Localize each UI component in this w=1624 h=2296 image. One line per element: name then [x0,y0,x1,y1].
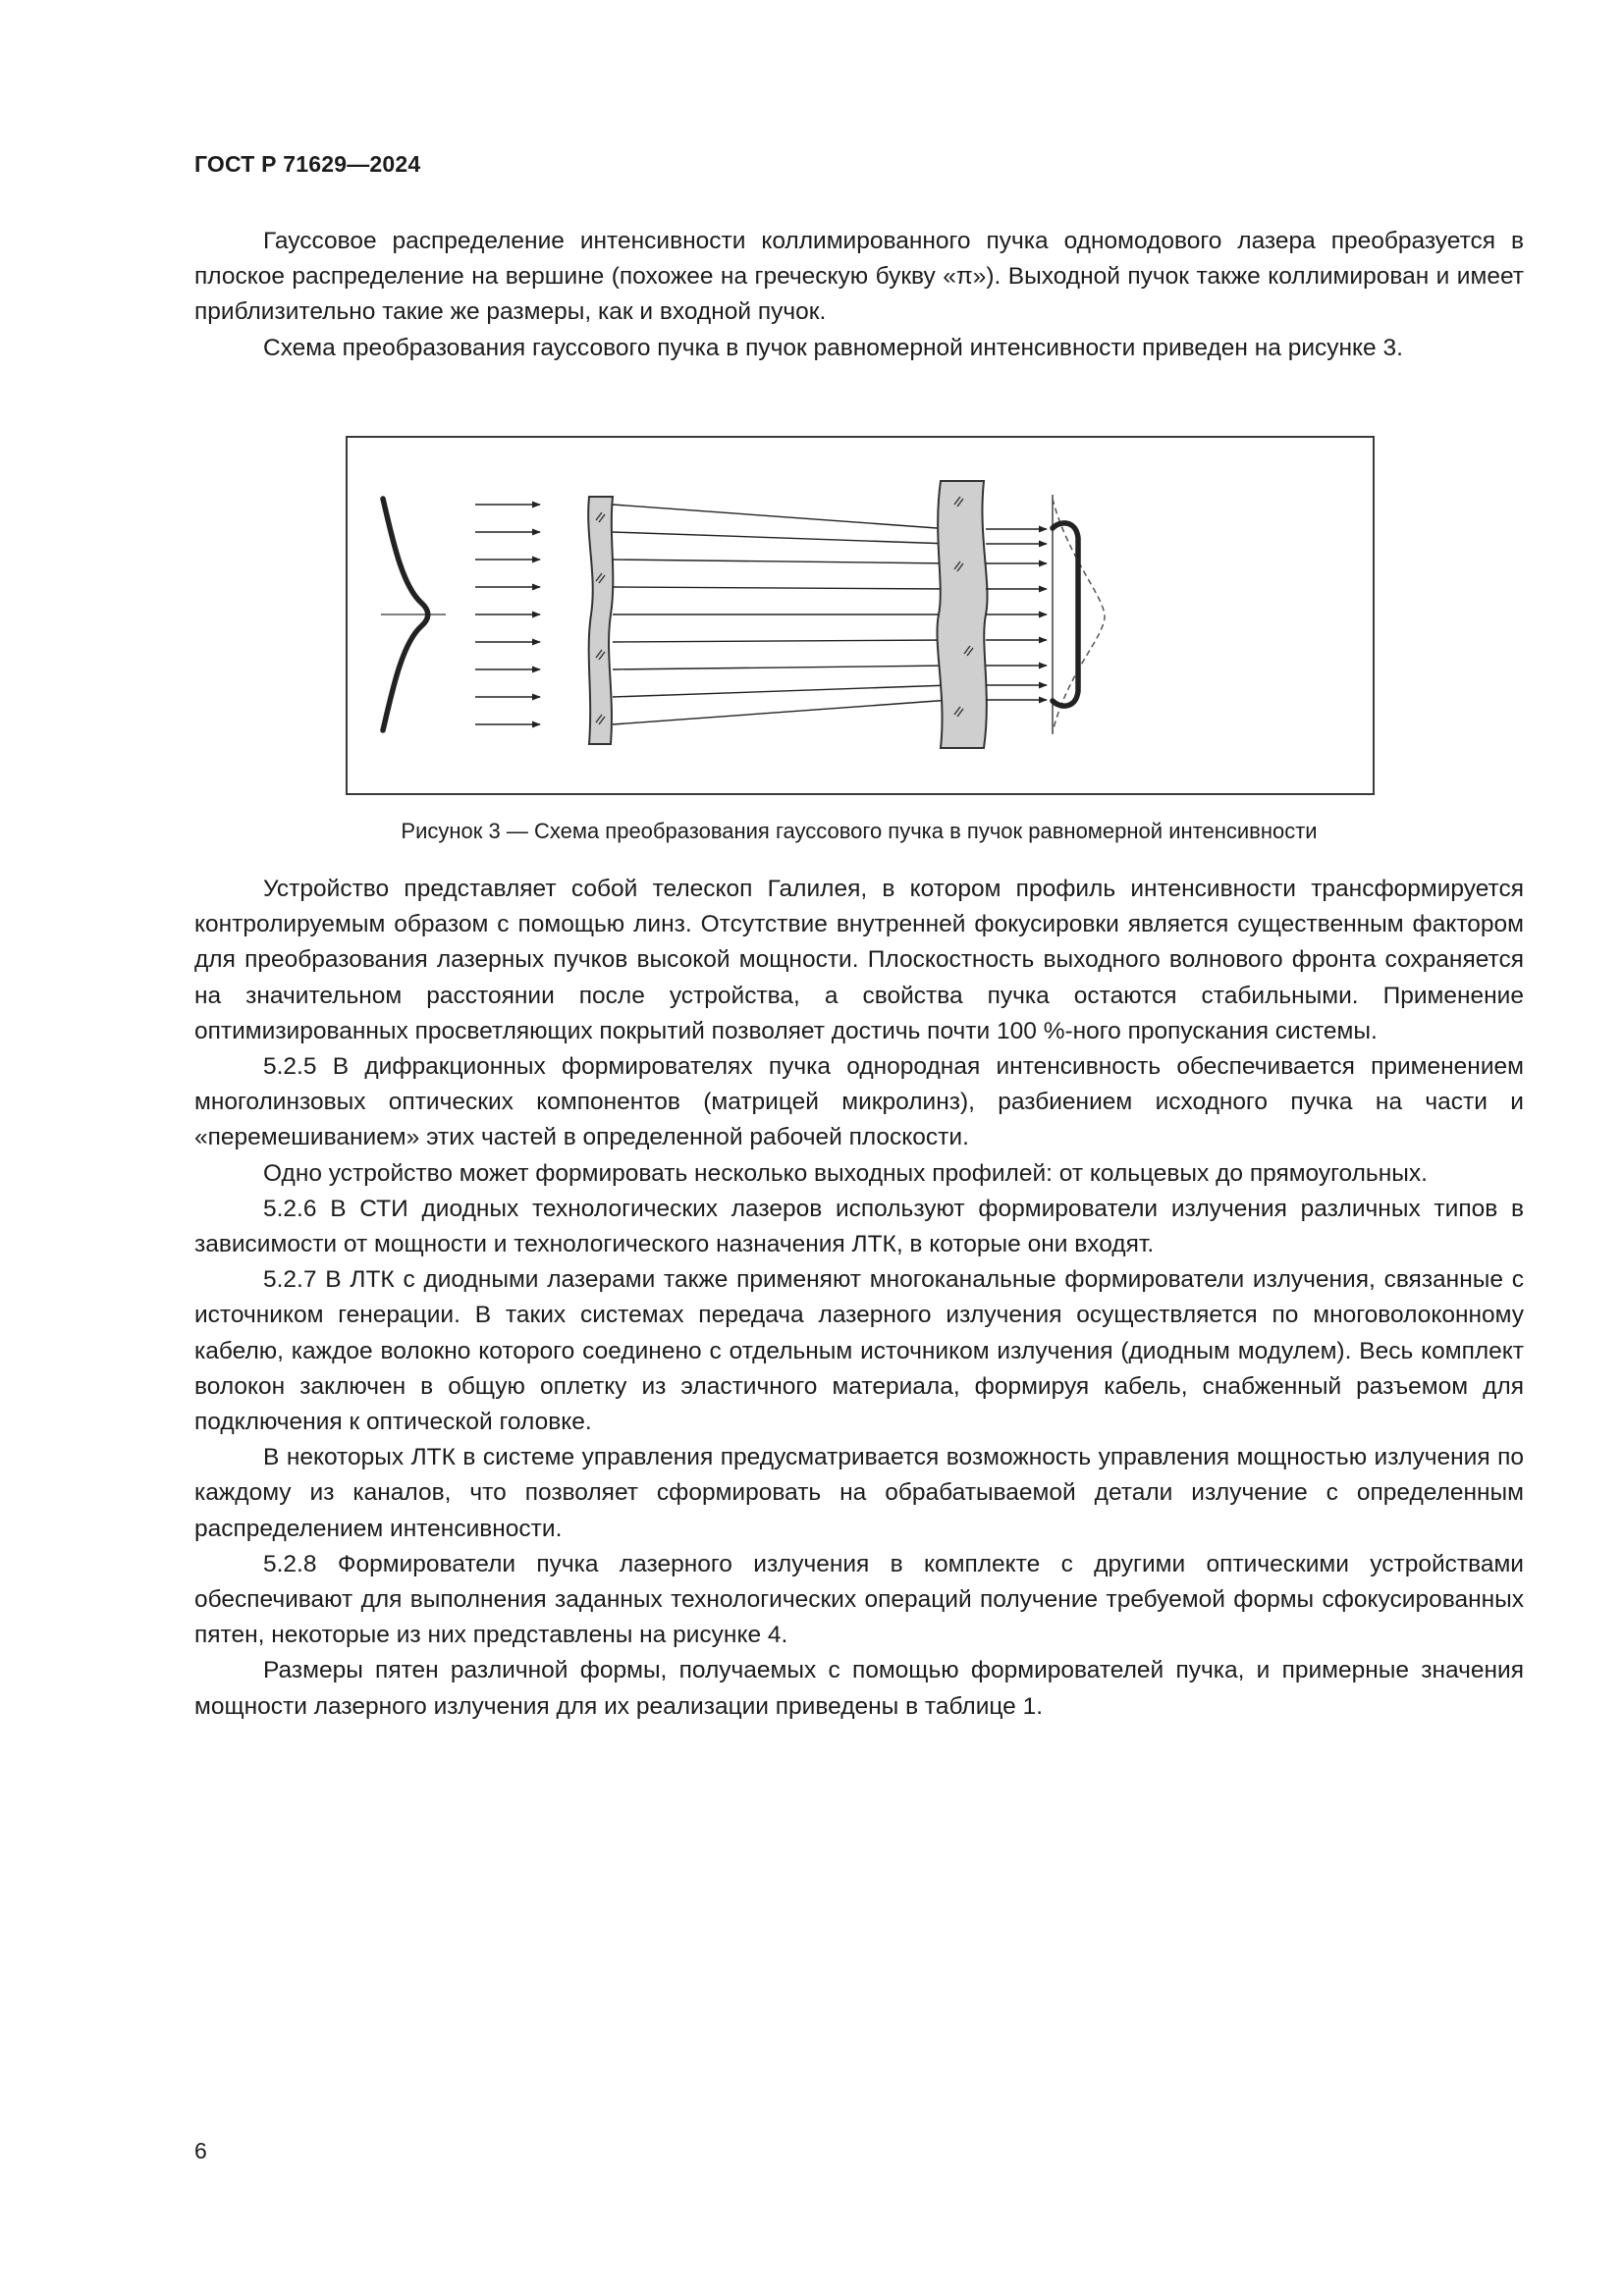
paragraph: 5.2.8 Формирователи пучка лазерного излучения в комплекте с другими оптическими устройствами обеспечивают для выполнения заданных технологических операций получение требуемой формы сфокусированных пятен, некоторые из них представлены на рисунке 4. [194,1550,1524,1649]
input-rays [475,505,540,724]
second-lens [937,481,987,748]
page-number: 6 [194,2138,207,2163]
first-lens [588,497,613,744]
paragraph: Устройство представляет собой телескоп Галилея, в котором профиль интенсивности трансформируется контролируемым образом с помощью линз. Отсутствие внутренней фокусировки является существенным фактором для преобразования лазерных пучков высокой мощности. Плоскостность выходного волнового фронта сохраняется на значительном расстоянии после устройства, а свойства пучка остаются стабильными. Применение оптимизированных просветляющих покрытий позволяет достичь почти 100 %-ного пропускания системы. [194,876,1524,1044]
output-rays [986,529,1047,700]
figure-caption: Рисунок 3 — Схема преобразования гауссового пучка в пучок равномерной интенсивности [401,819,1318,843]
transfer-rays [613,505,950,724]
paragraph: Размеры пятен различной формы, получаемых с помощью формирователей пучка, и примерные значения мощности лазерного излучения для их реализации приведены в таблице 1. [194,1657,1524,1720]
body-text [194,872,1524,1725]
document-header: ГОСТ Р 71629—2024 [194,151,421,177]
figure-3 [346,436,1375,795]
paragraph: 5.2.7 В ЛТК с диодными лазерами также применяют многоканальные формирователи излучения, связанные с источником генерации. В таких системах передача лазерного излучения осуществляется по многоволоконному кабелю, каждое волокно которого соединено с отдельным источником излучения (диодным модулем). Весь комплект волокон заключен в общую оплетку из эластичного материала, формируя кабель, снабженный разъемом для подключения к оптической головке. [194,1266,1524,1436]
intro-text [194,224,1524,366]
paragraph: Гауссовое распределение интенсивности коллимированного пучка одномодового лазера преобразуется в плоское распределение на вершине (похожее на греческую букву «π»). Выходной пучок также коллимирован и имеет приблизительно такие же размеры, как и входной пучок. [194,228,1524,326]
paragraph: 5.2.5 В дифракционных формирователях пучка однородная интенсивность обеспечивается применением многолинзовых оптических компонентов (матрицей микролинз), разбиением исходного пучка на части и «перемешиванием» этих частей в определенной рабочей плоскости. [194,1053,1524,1151]
paragraph: Одно устройство может формировать несколько выходных профилей: от кольцевых до прямоугольных. [263,1159,1428,1187]
paragraph: В некоторых ЛТК в системе управления предусматривается возможность управления мощностью излучения по каждому из каналов, что позволяет сформировать на обрабатываемой детали излучение с определенным распределением интенсивности. [194,1444,1524,1542]
paragraph: Схема преобразования гауссового пучка в пучок равномерной интенсивности приведен на рисунке 3. [263,334,1403,361]
beam-shaping-diagram [348,438,1373,793]
paragraph: 5.2.6 В СТИ диодных технологических лазеров используют формирователи излучения различных типов в зависимости от мощности и технологического назначения ЛТК, в которые они входят. [194,1195,1524,1258]
